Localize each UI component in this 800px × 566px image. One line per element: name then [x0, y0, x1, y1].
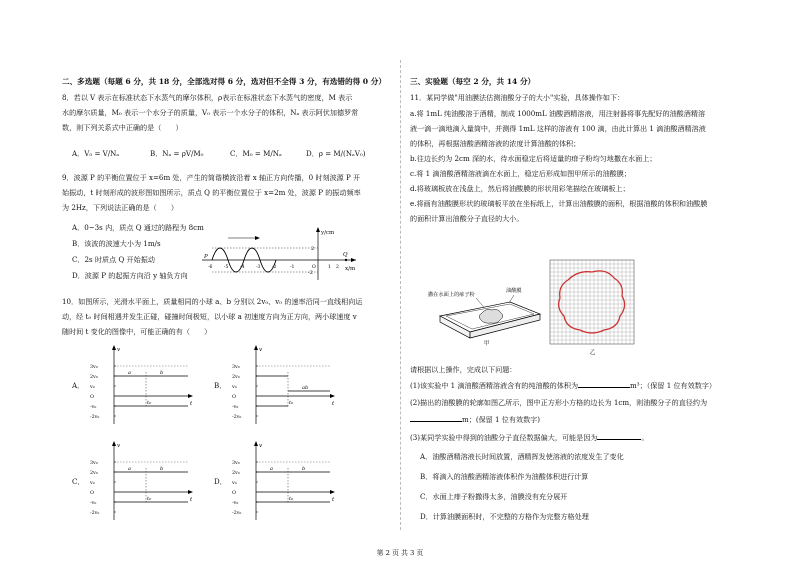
q11-step-a-2: 液一滴一滴地滴入量筒中，并测得 1mL 这样的溶液有 100 滴，由此计算出 1 滴油酸酒精溶液: [410, 124, 706, 133]
q11-sub1-blank[interactable]: [578, 387, 630, 388]
curve-label-a: a: [270, 466, 273, 472]
v-tick-label: -2v₀: [232, 511, 242, 516]
q10-line-2: 动，经 t₀ 时间相遇并发生正碰，碰撞时间极短，以小球 a 初速度方向为正方向，两小球速度 v: [62, 312, 357, 321]
q9-x-tick-origin: O: [312, 265, 316, 270]
q11-sub1-prefix: (1)该实验中 1 滴油酸酒精溶液含有的纯油酸的体积为: [410, 381, 579, 390]
q11-step-a-1: a.将 1mL 纯油酸溶于酒精，制成 1000mL 油酸酒精溶液，用注射器将事先配好的油酸酒精溶: [410, 109, 706, 118]
v-axis-label: v: [117, 347, 121, 353]
q11-sub3-prefix: (3)某同学实验中得到的油酸分子直径数据偏大，可能是因为: [410, 433, 598, 442]
v-tick-label: 3v₀: [232, 461, 240, 466]
v-tick-label: -v₀: [232, 501, 239, 506]
t0-label: t₀: [147, 496, 152, 502]
v-tick-label: 2v₀: [232, 375, 240, 380]
q11-option-c[interactable]: C．水面上痱子粉撒得太多，油膜没有充分展开: [420, 492, 568, 501]
q9-x-tick-neg3: -3: [256, 265, 261, 270]
q9-point-p: P: [204, 254, 208, 260]
q11-step-b: b.往边长约为 2cm 深的水，待水面稳定后将适量的痱子粉均匀地撒在水面上；: [410, 154, 657, 163]
q8-line-1: 8．若以 V 表示在标准状态下水蒸气的摩尔体积，ρ表示在标准状态下水蒸气的密度，M 表示: [62, 93, 353, 102]
q10-option-label-c[interactable]: C．: [72, 477, 85, 486]
q9-y-axis-label: y/cm: [321, 230, 335, 236]
v-tick-label: -v₀: [90, 501, 97, 506]
q9-x-tick-neg4: -4: [240, 265, 245, 270]
q11-sub1: [410, 380, 716, 391]
v-tick-label: O: [232, 491, 236, 496]
q9-line-3: 为 2Hz，下列说法正确的是（ ）: [62, 203, 179, 212]
q9-point-q: Q: [343, 252, 348, 258]
q11-intro: 11．某同学做"用油膜法估测油酸分子的大小"实验，具体操作如下：: [410, 93, 625, 102]
curve-label-a: a: [128, 466, 131, 472]
q11-step-c: c.将 1 滴油酸酒精溶液滴在水面上，稳定后形成如图甲所示的油酸膜；: [410, 169, 631, 178]
curve-label-b: b: [160, 370, 164, 376]
v-tick-label: -2v₀: [90, 511, 100, 516]
v-axis-label: v: [259, 347, 263, 353]
t-axis-label: t: [190, 497, 193, 503]
q9-y-tick-2: 2: [311, 246, 315, 252]
q10-graph-a: [88, 342, 198, 428]
t-axis-label: t: [332, 401, 335, 407]
v-tick-label: O: [90, 491, 94, 496]
t-axis-label: t: [332, 497, 335, 503]
q8-option-b[interactable]: B．Nₐ = ρV/M₀: [150, 149, 204, 158]
q9-line-2: 始振动，t 时刻形成的波形图如图所示，质点 Q 的平衡位置位于 x=2m 处，波源 P 的振动频率: [62, 188, 361, 197]
q9-option-d[interactable]: D．波源 P 的起振方向沿 y 轴负方向: [72, 271, 188, 280]
v-tick-label: 3v₀: [90, 461, 98, 466]
v-tick-label: O: [90, 395, 94, 400]
t0-label: t₀: [147, 400, 152, 406]
v-tick-label: 3v₀: [232, 365, 240, 370]
v-tick-label: O: [232, 395, 236, 400]
v-axis-arrow: [254, 441, 258, 446]
curve-label-b: b: [302, 466, 306, 472]
v-axis-arrow: [254, 345, 258, 350]
q11-sub3-blank[interactable]: [597, 439, 641, 440]
q11-sub2-blank[interactable]: [410, 421, 462, 422]
t-axis-label: t: [190, 401, 193, 407]
q10-graph-d: [230, 438, 340, 524]
v-tick-label: v₀: [90, 481, 95, 486]
q8-option-a[interactable]: A．V₀ = V/Nₐ: [72, 149, 120, 158]
v-axis-arrow: [112, 441, 116, 446]
t0-label: t₀: [289, 496, 294, 502]
q9-y-tick-neg2: -2: [308, 270, 313, 276]
q11-sub3: [410, 432, 648, 443]
v-tick-label: v₀: [232, 385, 237, 390]
v-axis-label: v: [259, 443, 263, 449]
q9-option-c[interactable]: C．2s 时质点 Q 开始振动: [72, 255, 155, 264]
v-axis-arrow: [112, 345, 116, 350]
q10-graph-b: [230, 342, 340, 428]
q9-x-tick-2: 2: [336, 265, 339, 270]
q11-option-a[interactable]: A．油酸酒精溶液长时间放置，酒精挥发使溶液的浓度发生了变化: [420, 452, 624, 461]
column-divider: [400, 60, 401, 530]
v-axis-label: v: [117, 443, 121, 449]
q11-step-d: d.将玻璃板放在浅盘上，然后将油酸膜的形状用彩笔描绘在玻璃板上；: [410, 184, 630, 193]
v-tick-label: -v₀: [90, 405, 97, 410]
q9-line-1: 9．波源 P 的平衡位置位于 x=6m 处，产生的简谐横波沿着 x 轴正方向传播，0 时刻波源 P 开: [62, 173, 361, 182]
q11-option-d[interactable]: D．计算油膜面积时，不完整的方格作为完整方格处理: [420, 512, 589, 521]
q11-sub2-line-1: (2)描出的油酸膜的轮廓如图乙所示，图中正方形小方格的边长为 1cm，则油酸分子的直径约为: [410, 398, 708, 407]
q10-line-3: 随时间 t 变化的图像中，可能正确的有（ ）: [62, 327, 212, 336]
v-tick-label: -v₀: [232, 405, 239, 410]
q8-line-3: 数，则下列关系式中正确的是（ ）: [62, 123, 183, 132]
q10-option-label-d[interactable]: D．: [214, 477, 227, 486]
q10-option-label-a[interactable]: A．: [72, 381, 85, 390]
v-tick-label: -2v₀: [232, 415, 242, 420]
curve-label-a: a: [128, 370, 131, 376]
q10-line-1: 10．如图所示，光滑水平面上，质量相同的小球 a、b 分别以 2v₀、v₀ 的速率沿同一直线相向运: [62, 297, 363, 306]
t-axis-arrow: [330, 490, 335, 494]
q9-option-b[interactable]: B．该波的波速大小为 1m/s: [72, 239, 161, 248]
t0-label: t₀: [289, 400, 294, 406]
t-axis-arrow: [188, 394, 193, 398]
q11-step-a-3: 的体积，再根据油酸酒精溶液的浓度计算油酸的体积；: [410, 139, 581, 148]
curve-label: ab: [302, 385, 309, 391]
q9-x-tick-neg6: -6: [208, 265, 213, 270]
label-oil-film: 油酸膜: [506, 288, 522, 294]
q11-sub2-suffix: m；(保留 1 位有效数字): [462, 415, 541, 424]
label-yi: 乙: [590, 350, 596, 356]
figure-yi-grid: [546, 258, 666, 356]
q10-graph-c: [88, 438, 198, 524]
v-tick-label: 3v₀: [90, 365, 98, 370]
figure-jia-tray: [426, 258, 546, 346]
q11-sub2-line-2: [410, 414, 540, 425]
curve-label-b: b: [160, 466, 164, 472]
q11-option-b[interactable]: B．将滴入的油酸酒精溶液体积作为油酸体积进行计算: [420, 472, 589, 481]
q11-step-e-1: e.将画有油酸膜形状的玻璃板平放在坐标纸上，计算出油酸膜的面积，根据油酸的体积和油酸膜: [410, 199, 708, 208]
q8-option-d[interactable]: D．ρ = M/(NₐV₀): [306, 149, 366, 158]
section-title-experiment: 三、实验题（每空 2 分，共 14 分）: [410, 77, 536, 86]
q9-x-tick-neg5: -5: [224, 265, 229, 270]
v-tick-label: 2v₀: [90, 471, 98, 476]
q9-wave-figure: [200, 224, 360, 282]
q9-x-axis-label: x/m: [345, 266, 356, 272]
q11-sub3-suffix: 。: [641, 433, 649, 442]
q8-option-c[interactable]: C．M₀ = M/Nₐ: [230, 149, 282, 158]
t-axis-arrow: [188, 490, 193, 494]
t-axis-arrow: [330, 394, 335, 398]
label-jia: 甲: [484, 341, 490, 346]
q9-x-tick-neg1: -1: [290, 265, 295, 270]
v-tick-label: v₀: [232, 481, 237, 486]
q8-line-2: 水的摩尔质量，M₀ 表示一个水分子的质量，V₀ 表示一个水分子的体积，Nₐ 表示阿伏加德罗常: [62, 108, 359, 117]
label-powder: 撒在水面上的痱子粉: [428, 292, 475, 298]
q9-option-a[interactable]: A．0~3s 内，质点 Q 通过的路程为 8cm: [72, 223, 204, 232]
v-tick-label: -2v₀: [90, 415, 100, 420]
q11-sub1-suffix: m³；（保留 1 位有效数字）: [630, 381, 717, 390]
v-tick-label: v₀: [90, 385, 95, 390]
q9-x-tick-neg2: -2: [272, 265, 277, 270]
v-tick-label: 2v₀: [90, 375, 98, 380]
q9-x-tick-1: 1: [328, 265, 331, 270]
v-tick-label: 2v₀: [232, 471, 240, 476]
q11-step-e-2: 的面积计算出油酸分子直径的大小。: [410, 214, 524, 223]
page-footer: 第 2 页 共 3 页: [376, 549, 424, 557]
q11-after: 请根据以上操作，完成以下问题：: [410, 365, 517, 374]
q10-option-label-b[interactable]: B．: [214, 381, 227, 390]
section-title-multiple-choice: 二、多选题（每题 6 分，共 18 分，全部选对得 6 分，选对但不全得 3 分，有选错的得 0 分）: [62, 77, 386, 86]
